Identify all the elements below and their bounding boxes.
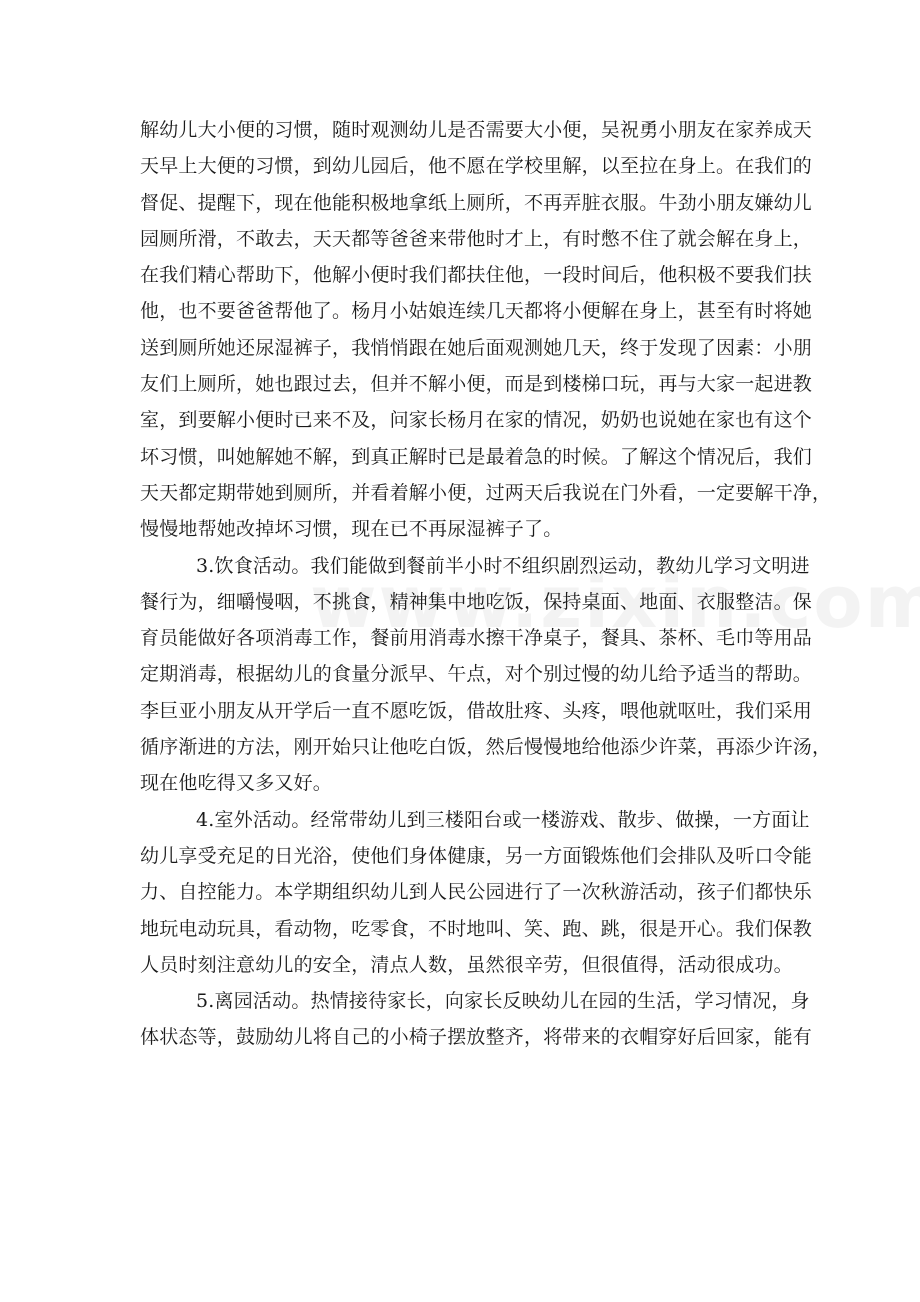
text-line: 3.饮食活动。我们能做到餐前半小时不组织剧烈运动，教幼儿学习文明进 [196,554,810,577]
text-line: 幼儿享受充足的日光浴，使他们身体健康，另一方面锻炼他们会排队及听口令能 [140,844,813,867]
text-line: 育员能做好各项消毒工作，餐前用消毒水擦干净桌子，餐具、茶杯、毛巾等用品 [140,627,813,650]
paragraph-outdoor-activity [140,802,813,983]
paragraph-departure-activity [140,983,813,1056]
text-line: 体状态等，鼓励幼儿将自己的小椅子摆放整齐，将带来的衣帽穿好后回家，能有 [140,1026,813,1049]
text-line: 人员时刻注意幼儿的安全，清点人数，虽然很辛劳，但很值得，活动很成功。 [140,953,793,976]
paragraph-dining-activity [140,548,832,802]
text-line: 5.离园活动。热情接待家长，向家长反映幼儿在园的生活，学习情况，身 [196,990,810,1013]
text-line: 他，也不要爸爸帮他了。杨月小姑娘连续几天都将小便解在身上，甚至有时将她 [140,300,813,323]
text-line: 督促、提醒下，现在他能积极地拿纸上厕所，不再弄脏衣服。牛劲小朋友嫌幼儿 [140,191,813,214]
text-line: 园厕所滑，不敢去，天天都等爸爸来带他时才上，有时憋不住了就会解在身上， [140,227,813,250]
text-line: 现在他吃得又多又好。 [140,772,333,795]
text-line: 力、自控能力。本学期组织幼儿到人民公园进行了一次秋游活动，孩子们都快乐 [140,881,813,904]
text-line: 天早上大便的习惯，到幼儿园后，他不愿在学校里解，以至拉在身上。在我们的 [140,155,813,178]
text-line: 送到厕所她还尿湿裤子，我悄悄跟在她后面观测她几天，终于发现了因素：小朋 [140,336,813,359]
document-body [140,112,832,1056]
text-line: 解幼儿大小便的习惯，随时观测幼儿是否需要大小便，吴祝勇小朋友在家养成天 [140,119,813,141]
text-line: 在我们精心帮助下，他解小便时我们都扶住他，一段时间后，他积极不要我们扶 [140,264,813,287]
text-line: 李巨亚小朋友从开学后一直不愿吃饭，借故肚疼、头疼，喂他就呕吐，我们采用 [140,699,813,722]
text-line: 慢慢地帮她改掉坏习惯，现在已不再尿湿裤子了。 [140,518,563,541]
paragraph-toilet-habits [140,112,832,548]
text-line: 餐行为，细嚼慢咽，不挑食，精神集中地吃饭，保持桌面、地面、衣服整洁。保 [140,590,813,613]
text-line: 友们上厕所，她也跟过去，但并不解小便，而是到楼梯口玩，再与大家一起进教 [140,373,813,396]
text-line: 坏习惯，叫她解她不解，到真正解时已是最着急的时候。了解这个情况后，我们 [140,445,813,468]
text-line: 室，到要解小便时已来不及，问家长杨月在家的情况，奶奶也说她在家也有这个 [140,409,813,432]
text-line: 天天都定期带她到厕所，并看着解小便，过两天后我说在门外看，一定要解干净， [140,481,832,504]
text-line: 定期消毒，根据幼儿的食量分派早、午点，对个别过慢的幼儿给予适当的帮助。 [140,663,813,686]
text-line: 4.室外活动。经常带幼儿到三楼阳台或一楼游戏、散步、做操，一方面让 [196,808,810,831]
text-line: 地玩电动玩具，看动物，吃零食，不时地叫、笑、跑、跳，很是开心。我们保教 [140,917,813,940]
text-line: 循序渐进的方法，刚开始只让他吃白饭，然后慢慢地给他添少许菜，再添少许汤， [140,736,832,759]
